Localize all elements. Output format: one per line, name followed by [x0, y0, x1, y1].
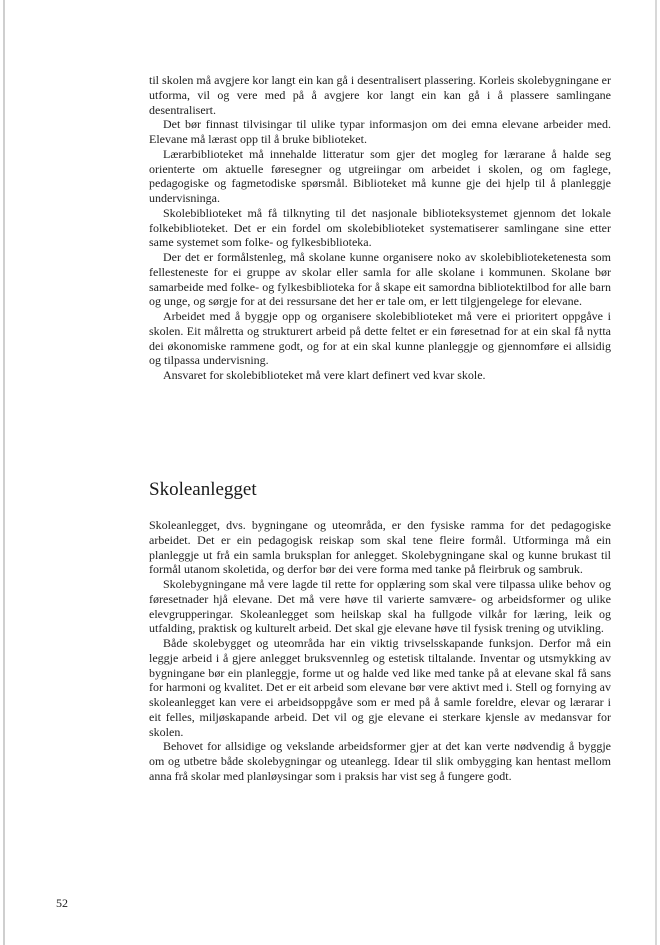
scan-edge-right: [655, 0, 657, 945]
paragraph: Der det er formålstenleg, må skolane kunne organisere noko av skolebiblioteketenesta som fellesteneste for ei gruppe av skolar eller samla for alle skolane i kommunen. Skolane bør samarbeide med folke- og fylkesbiblioteka for å skape eit samordna bibliotektilbod for alle barn og unge, og sørgje for at dei ressursane det her er tale om, er lett tilgjengelege for elevane.: [149, 250, 611, 309]
paragraph: Skoleanlegget, dvs. bygningane og uteområda, er den fysiske ramma for det pedagogiske arbeidet. Det er ein pedagogisk reiskap som skal tene fleire formål. Utforminga må ein planleggje ut frå ein samla bruksplan for anlegget. Skolebygningane skal og kunne brukast til formål utanom skoletida, og derfor bør dei vere forma med tanke på fleirbruk og sambruk.: [149, 518, 611, 577]
paragraph: Arbeidet med å byggje opp og organisere skolebiblioteket må vere ei prioritert oppgåve i skolen. Eit målretta og strukturert arbeid på dette feltet er ein føresetnad for at ein skal få nytta dei økonomiske rammene godt, og for at ein skal kunne planleggje og gjennomføre ei allsidig og tilpassa undervisning.: [149, 309, 611, 368]
paragraph: Behovet for allsidige og vekslande arbeidsformer gjer at det kan verte nødvendig å byggje om og utbetre både skolebygningar og uteanlegg. Idear til slik ombygging kan hentast mellom anna frå skolar med planløysingar som i praksis har vist seg å fungere godt.: [149, 739, 611, 783]
paragraph: Lærarbiblioteket må innehalde litteratur som gjer det mogleg for lærarane å halde seg orienterte om aktuelle føresegner og utgreiingar om arbeidet i skolen, og om faglege, pedagogiske og fagmetodiske spørsmål. Biblioteket må kunne gje dei hjelp til å planleggje undervisninga.: [149, 146, 611, 205]
paragraph: til skolen må avgjere kor langt ein kan gå i desentralisert plassering. Korleis skolebygningane er utforma, vil og vere med på å avgjere kor langt ein kan gå i å plassere samlingane desentralisert.: [149, 73, 611, 117]
section-heading: Skoleanlegget: [149, 479, 257, 500]
body-text-skoleanlegget: [149, 518, 611, 784]
scan-edge-left: [3, 0, 5, 945]
paragraph: Skolebygningane må vere lagde til rette for opplæring som skal vere tilpassa ulike behov og føresetnader hjå elevane. Det må vere høve til varierte samvære- og arbeidsformer og ulike elevgrupperingar. Skoleanlegget som heilskap skal ha fullgode vilkår for læring, leik og utfalding, praktisk og kulturelt arbeid. Det skal gje elevane høve til fysisk trening og utvikling.: [149, 577, 611, 636]
body-text-intro: [149, 73, 611, 383]
page-number: 52: [56, 896, 68, 910]
paragraph: Det bør finnast tilvisingar til ulike typar informasjon om dei emna elevane arbeider med. Elevane må lærast opp til å bruke biblioteket.: [149, 117, 611, 146]
paragraph: Ansvaret for skolebiblioteket må vere klart definert ved kvar skole.: [163, 368, 486, 382]
paragraph: Skolebiblioteket må få tilknyting til det nasjonale biblioteksystemet gjennom det lokale folkebiblioteket. Det er ein fordel om skolebiblioteket systematiserer samlingane sine etter same systemet som folke- og fylkesbiblioteka.: [149, 205, 611, 250]
paragraph: Både skolebygget og uteområda har ein viktig trivselsskapande funksjon. Derfor må ein leggje arbeid i å gjere anlegget bruksvennleg og estetisk tiltalande. Inventar og utsmykking av bygningane bør ein planleggje, forme ut og halde ved like med tanke på at elevane skal få sans for harmoni og kvalitet. Det er eit arbeid som elevane bør vere aktivt med i. Stell og fornying av skoleanlegget kan vere ei arbeidsoppgåve som er med på å samle foreldre, elevar og lærarar i eit felles, miljøskapande arbeid. Det vil og gje elevane ei sterkare kjensle av medansvar for skolen.: [149, 636, 611, 739]
